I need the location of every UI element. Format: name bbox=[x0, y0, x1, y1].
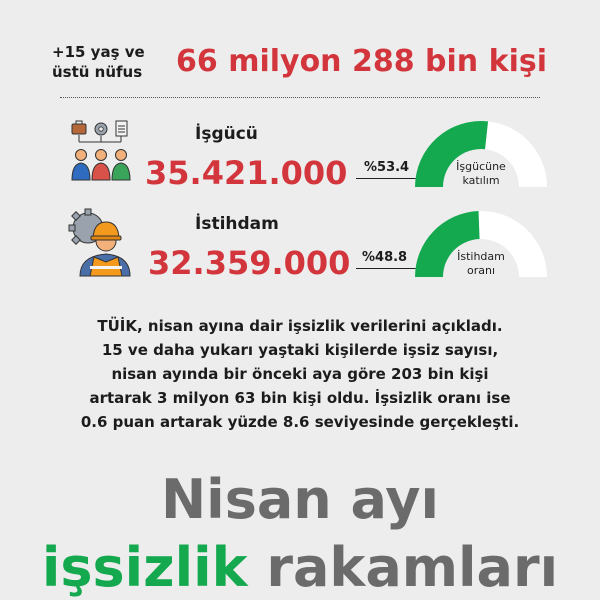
labor-force-gauge-label-line1: İşgücüne bbox=[456, 160, 506, 173]
description-line: artarak 3 milyon 63 bin kişi oldu. İşsizlik oranı ise bbox=[89, 389, 511, 407]
employment-value: 32.359.000 bbox=[148, 244, 351, 282]
description-line: 0.6 puan artarak yüzde 8.6 seviyesinde gerçekleşti. bbox=[80, 413, 520, 431]
headline-line1: Nisan ayı bbox=[160, 468, 439, 531]
labor-force-percent: %53.4 bbox=[364, 160, 410, 175]
construction-worker-icon bbox=[68, 208, 134, 278]
population-label-line1: +15 yaş ve bbox=[52, 43, 145, 61]
labor-force-gauge-label-line2: katılım bbox=[462, 174, 500, 187]
employment-percent-line bbox=[356, 268, 422, 269]
description-line: TÜİK, nisan ayına dair işsizlik verilerini açıkladı. bbox=[97, 317, 503, 335]
labor-force-gauge-label bbox=[441, 160, 521, 188]
employment-gauge-label-line1: İstihdam bbox=[457, 250, 505, 263]
headline-line2 bbox=[0, 536, 600, 599]
employment-gauge-label-line2: oranı bbox=[466, 264, 496, 277]
population-label-line2: üstü nüfus bbox=[52, 63, 143, 81]
description-text bbox=[20, 314, 580, 434]
population-label bbox=[52, 42, 145, 82]
labor-force-value: 35.421.000 bbox=[145, 154, 348, 192]
employment-title: İstihdam bbox=[195, 214, 279, 234]
population-value: 66 milyon 288 bin kişi bbox=[176, 44, 547, 79]
employment-gauge-label bbox=[441, 250, 521, 278]
dotted-divider bbox=[60, 97, 540, 98]
headline-rest: rakamları bbox=[266, 536, 559, 599]
employment-percent: %48.8 bbox=[362, 250, 408, 265]
headline-green-word: işsizlik bbox=[41, 536, 248, 599]
description-line: 15 ve daha yukarı yaştaki kişilerde işsiz sayısı, bbox=[101, 341, 499, 359]
description-line: nisan ayında bir önceki aya göre 203 bin kişi bbox=[111, 365, 489, 383]
team-hierarchy-icon bbox=[70, 118, 132, 184]
labor-force-percent-line bbox=[356, 178, 422, 179]
labor-force-title: İşgücü bbox=[195, 124, 258, 144]
